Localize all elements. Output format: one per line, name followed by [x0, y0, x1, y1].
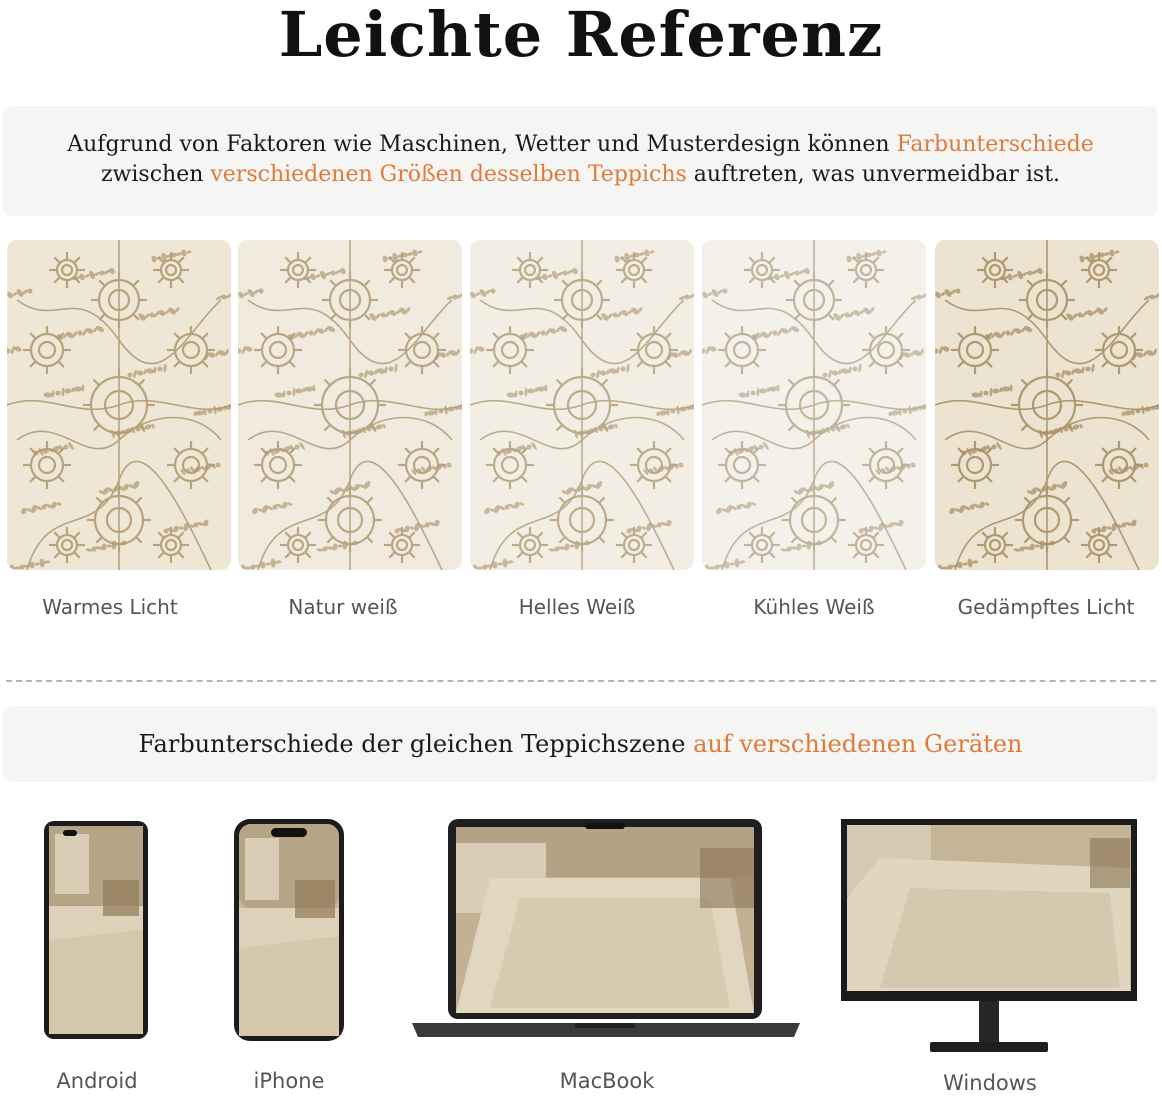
notice-text-2: zwischen: [100, 162, 211, 187]
device-screen: [456, 827, 754, 1013]
device-label-iphone: iPhone: [253, 1069, 325, 1093]
device-label-android: Android: [56, 1069, 138, 1093]
rug-pattern-image: [470, 240, 694, 570]
rug-swatch-dimmed: [935, 240, 1159, 570]
rug-pattern-image: [935, 240, 1159, 570]
monitor-icon: [840, 818, 1138, 1060]
notice-highlight-2: verschiedenen Größen desselben Teppichs: [210, 162, 687, 187]
swatch-label: Gedämpftes Licht: [957, 595, 1135, 619]
swatch-label: Natur weiß: [288, 595, 398, 619]
device-screen: [847, 825, 1131, 991]
notice-text-3: auftreten, was unvermeidbar ist.: [686, 162, 1061, 187]
devices-heading-text: Farbunterschiede der gleichen Teppichszene: [138, 730, 694, 758]
laptop-icon: [410, 818, 802, 1044]
device-label-windows: Windows: [943, 1071, 1037, 1095]
rug-swatch-bright: [470, 240, 694, 570]
iphone-icon: [233, 818, 345, 1046]
rug-swatch-warm: [7, 240, 231, 570]
rug-pattern-image: [238, 240, 462, 570]
rug-swatch-natural: [238, 240, 462, 570]
swatch-label: Kühles Weiß: [753, 595, 875, 619]
color-notice-box: [3, 106, 1158, 216]
notice-highlight-1: Farbunterschiede: [896, 132, 1094, 157]
devices-heading-highlight: auf verschiedenen Geräten: [693, 730, 1023, 758]
devices-heading-box: [3, 706, 1158, 782]
device-screen: [49, 826, 143, 1034]
rug-pattern-image: [7, 240, 231, 570]
swatch-label: Helles Weiß: [518, 595, 636, 619]
device-label-macbook: MacBook: [559, 1069, 655, 1093]
rug-swatch-cool: [702, 240, 926, 570]
android-phone-icon: [43, 820, 149, 1044]
rug-pattern-image: [702, 240, 926, 570]
notice-text-1: Aufgrund von Faktoren wie Maschinen, Wetter und Musterdesign können: [67, 132, 897, 157]
device-screen: [239, 824, 339, 1036]
swatch-label: Warmes Licht: [42, 595, 178, 619]
dashed-divider: [6, 680, 1156, 682]
page-title: Leichte Referenz: [278, 0, 884, 71]
